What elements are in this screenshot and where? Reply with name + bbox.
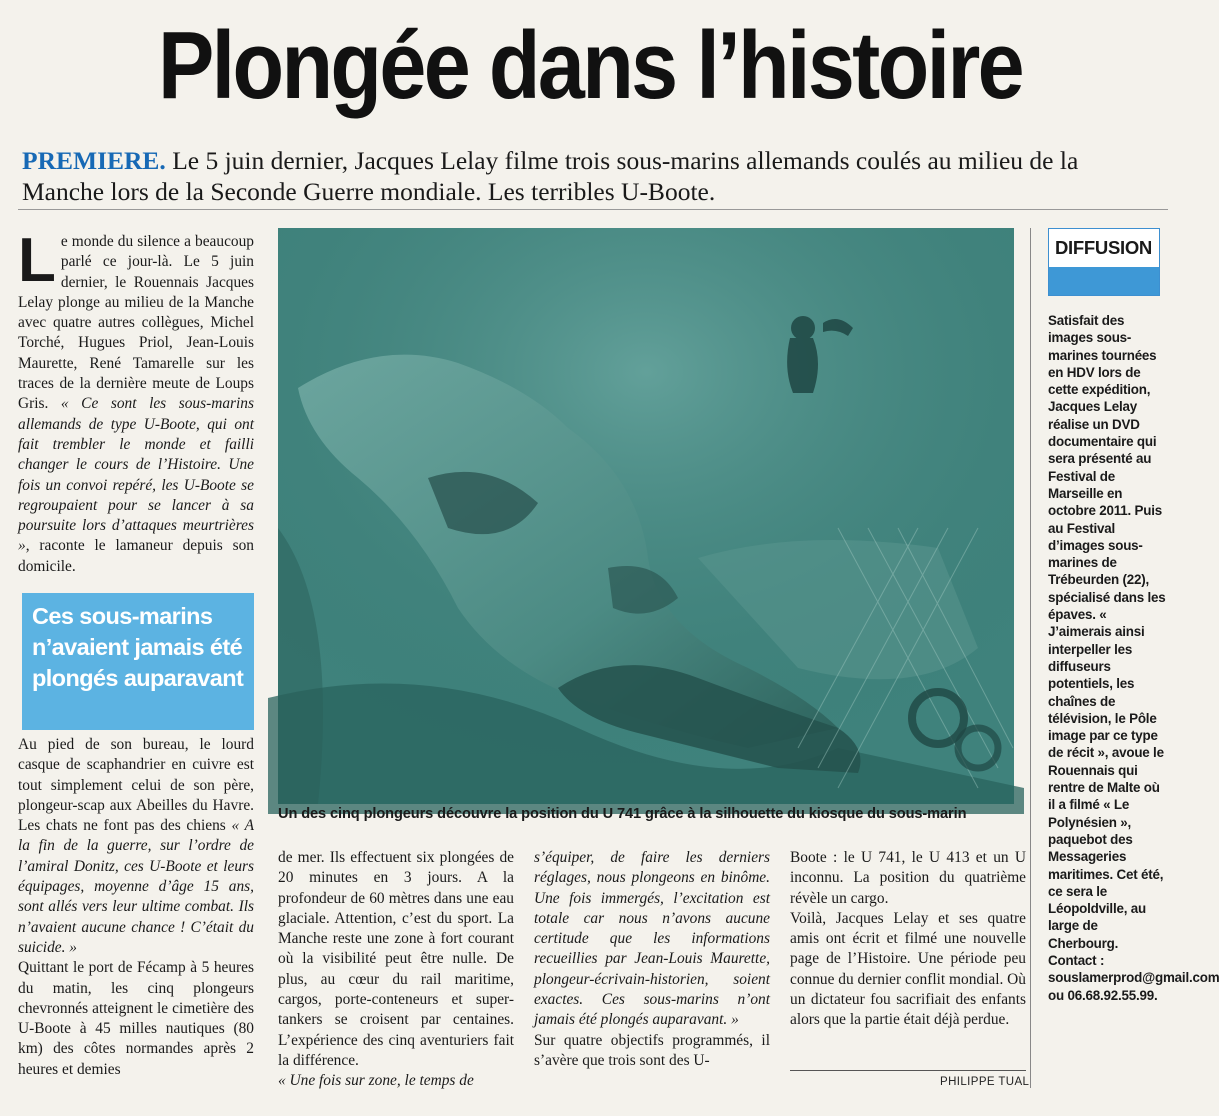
kicker: PREMIERE.	[22, 146, 166, 175]
body-quote: « A la fin de la guerre, sur l’ordre de l’amiral Donitz, ces U-Boote et leurs équipages, moyenne d’âge 15 ans, sont allés vers leur ultime combat. Ils n’avaient aucune chance ! C’était du suicide. »	[18, 817, 254, 956]
sidebar-title: DIFFUSION	[1049, 229, 1159, 267]
photo-caption: Un des cinq plongeurs découvre la position du U 741 grâce à la silhouette du kiosque du sous-marin	[278, 806, 967, 822]
lead-paragraph	[22, 145, 1162, 207]
body-text: Quittant le port de Fécamp à 5 heures du matin, les cinq plongeurs chevronnés atteignent le cimetière des U-Boote à 45 milles nautiques (80 km) des côtes normandes après 2 heures et demies	[18, 959, 254, 1078]
column-1	[18, 226, 254, 577]
column-4	[790, 848, 1026, 1031]
sidebar-header	[1048, 228, 1160, 296]
lead-text: Le 5 juin dernier, Jacques Lelay filme trois sous-marins allemands coulés au milieu de la Manche lors de la Seconde Guerre mondiale. Les terribles U-Boote.	[22, 146, 1079, 206]
column-3	[534, 848, 770, 1071]
lead-divider	[18, 209, 1168, 210]
body-text: de mer. Ils effectuent six plongées de 20 minutes en 3 jours. A la profondeur de 60 mètres dans une eau glaciale. Attention, c’est du sport. La Manche reste une zone à fort courant où la visibilité peut être nulle. De plus, au cœur du rail maritime, cargos, porte-conteneurs et super-tankers se croisent par centaines. L’expérience des cinq aventuriers fait la différence.	[278, 849, 514, 1069]
headline: Plongée dans l’histoire	[157, 12, 1023, 119]
column-2	[278, 848, 514, 1092]
author-byline: PHILIPPE TUAL	[940, 1076, 1030, 1088]
body-quote: s’équiper, de faire les derniers réglages, nous plongeons en binôme. Une fois immergés, l’excitation est totale car nous n’avons aucune certitude que les informations recueillies par Jean-Louis Maurette, plongeur-écrivain-historien, soient exactes. Ces sous-marins n’ont jamais été plongés auparavant. »	[534, 849, 770, 1029]
body-quote: « Ce sont les sous-marins allemands de type U-Boote, qui ont fait trembler le monde et failli changer le cours de l’Histoire. Une fois un convoi repéré, les U-Boote se regroupaient pour se lancer à sa poursuite lors d’attaques meurtrières »	[18, 395, 254, 555]
pull-quote	[22, 593, 254, 730]
sidebar-text: Satisfait des images sous-marines tournées en HDV lors de cette expédition, Jacques Lelay réalise un DVD documentaire qui sera présenté au Festival de Marseille en octobre 2011. Puis au Festival d’images sous-marines de Trébeurden (22), spécialisé dans les épaves. « J’aimerais ainsi interpeller les diffuseurs potentiels, les chaînes de télévision, le Pôle image par ce type de récit », avoue le Rouennais qui rentre de Malte où il a filmé « Le Polynésien », paquebot des Messageries maritimes. Cet été, ce sera le Léopoldville, au large de Cherbourg. Contact : souslamerprod@gmail.com ou 06.68.92.55.99.	[1048, 313, 1219, 1003]
sidebar-divider	[1030, 228, 1031, 1088]
sidebar-accent-bar	[1049, 267, 1159, 295]
body-text: , raconte le lamaneur depuis son domicile.	[18, 537, 254, 575]
drop-cap: L	[18, 226, 56, 295]
body-text: Voilà, Jacques Lelay et ses quatre amis ont écrit et filmé une nouvelle page de l’Histoire. Une période peu connue du dernier conflit mondial. Où un dictateur fou sacrifiait des enfants alors que la partie était déjà perdue.	[790, 909, 1026, 1029]
body-text: Sur quatre objectifs programmés, il s’avère que trois sont des U-	[534, 1031, 770, 1069]
submarine-wreck-image	[278, 228, 1014, 804]
body-text: Boote : le U 741, le U 413 et un U inconnu. La position du quatrième révèle un cargo.	[790, 849, 1026, 907]
body-text: e monde du silence a beaucoup parlé ce jour-là. Le 5 juin dernier, le Rouennais Jacques Lelay plonge au milieu de la Manche avec quatre autres collègues, Michel Torché, Hugues Priol, Jean-Louis Maurette, René Tamarelle sur les traces de la dernière meute de Loups Gris.	[18, 233, 254, 413]
pull-quote-text: Ces sous-marins n’avaient jamais été plongés auparavant	[32, 603, 244, 691]
body-quote: « Une fois sur zone, le temps de	[278, 1072, 474, 1090]
column-1-continued	[18, 735, 254, 1080]
underwater-photo	[278, 228, 1014, 804]
author-divider	[790, 1070, 1026, 1071]
body-text: Au pied de son bureau, le lourd casque de scaphandrier en cuivre est tout simplement celui de son père, plongeur-scap aux Abeilles du Havre. Les chats ne font pas des chiens	[18, 736, 254, 835]
